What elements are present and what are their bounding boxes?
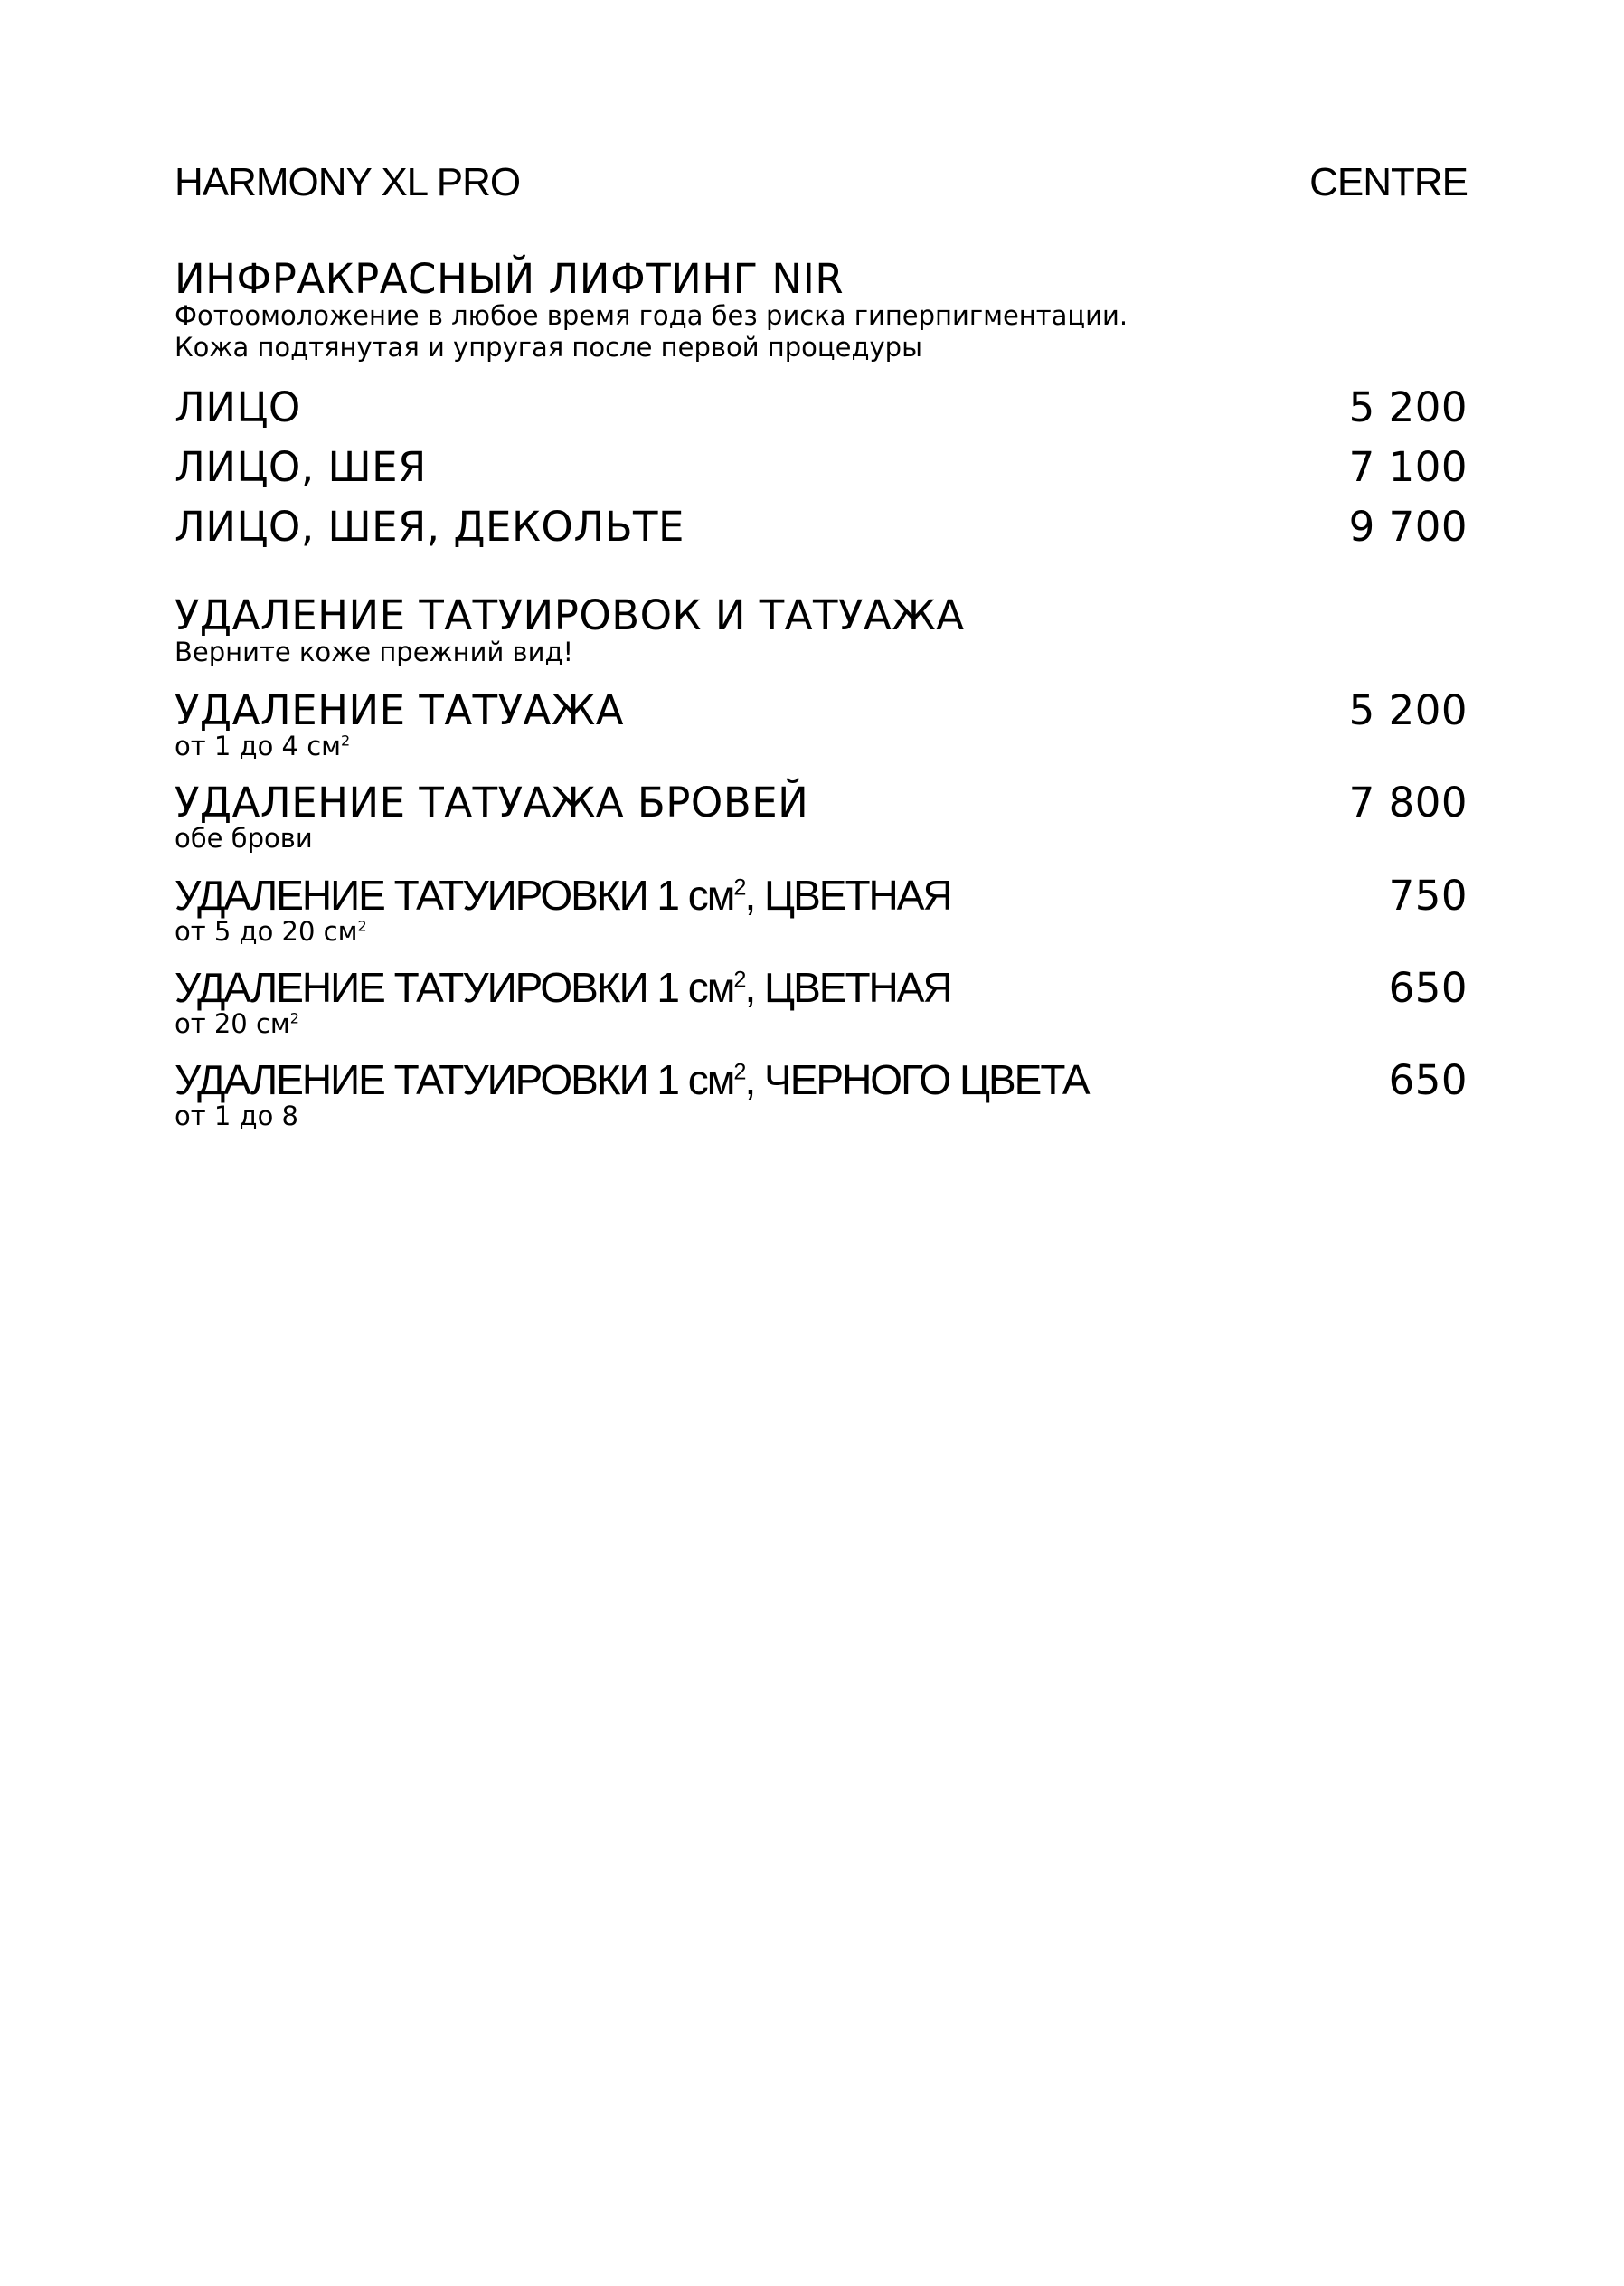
- header: [175, 160, 1468, 204]
- service-price: 7 800: [1348, 779, 1468, 827]
- price-row: [175, 779, 1468, 854]
- service-note: от 5 до 20 $см^2$: [175, 916, 367, 947]
- service-price: 5 200: [1348, 383, 1468, 431]
- section-title: УДАЛЕНИЕ ТАТУИРОВОК И ТАТУАЖА: [175, 591, 965, 639]
- service-name: ЛИЦО, ШЕЯ, ДЕКОЛЬТЕ: [175, 503, 685, 551]
- section-title: ИНФРАКРАСНЫЙ ЛИФТИНГ NIR: [175, 255, 845, 303]
- service-note: от 20 $см^2$: [175, 1008, 299, 1039]
- service-name: ЛИЦО: [175, 383, 301, 431]
- section-nir-lifting: [175, 255, 1468, 364]
- service-name: УДАЛЕНИЕ ТАТУАЖА: [175, 686, 625, 734]
- service-price: 5 200: [1348, 686, 1468, 734]
- service-name: УДАЛЕНИЕ ТАТУИРОВКИ 1 $см^2$, ЦВЕТНАЯ: [175, 964, 951, 1011]
- section-description-line: Верните коже прежний вид!: [175, 637, 574, 668]
- service-note: от 1 до 8: [175, 1100, 298, 1131]
- service-name: УДАЛЕНИЕ ТАТУАЖА БРОВЕЙ: [175, 779, 809, 827]
- service-price: 650: [1388, 1056, 1468, 1104]
- price-row: [175, 503, 1468, 551]
- service-price: 750: [1388, 872, 1468, 920]
- brand-title: HARMONY XL PRO: [175, 160, 521, 204]
- price-row: [175, 443, 1468, 491]
- service-name: ЛИЦО, ШЕЯ: [175, 443, 427, 491]
- service-name: УДАЛЕНИЕ ТАТУИРОВКИ 1 $см^2$, ЦВЕТНАЯ: [175, 872, 951, 919]
- service-price: 9 700: [1348, 503, 1468, 551]
- service-price: 7 100: [1348, 443, 1468, 491]
- price-row: [175, 686, 1468, 761]
- price-row: [175, 383, 1468, 431]
- price-row: [175, 964, 1468, 1039]
- price-row: [175, 874, 1468, 947]
- service-note: обе брови: [175, 823, 313, 854]
- section-description-line: Фотоомоложение в любое время года без риска гиперпигментации.: [175, 300, 1128, 332]
- section-tattoo-removal: [175, 591, 1468, 668]
- service-price: 650: [1388, 964, 1468, 1012]
- section-description-line: Кожа подтянутая и упругая после первой процедуры: [175, 332, 922, 364]
- price-row: [175, 1056, 1468, 1131]
- service-note: от 1 до 4 $см^2$: [175, 731, 351, 761]
- brand-subtitle: CENTRE: [1309, 160, 1468, 204]
- service-name: УДАЛЕНИЕ ТАТУИРОВКИ 1 $см^2$, ЧЕРНОГО ЦВЕТА: [175, 1056, 1089, 1103]
